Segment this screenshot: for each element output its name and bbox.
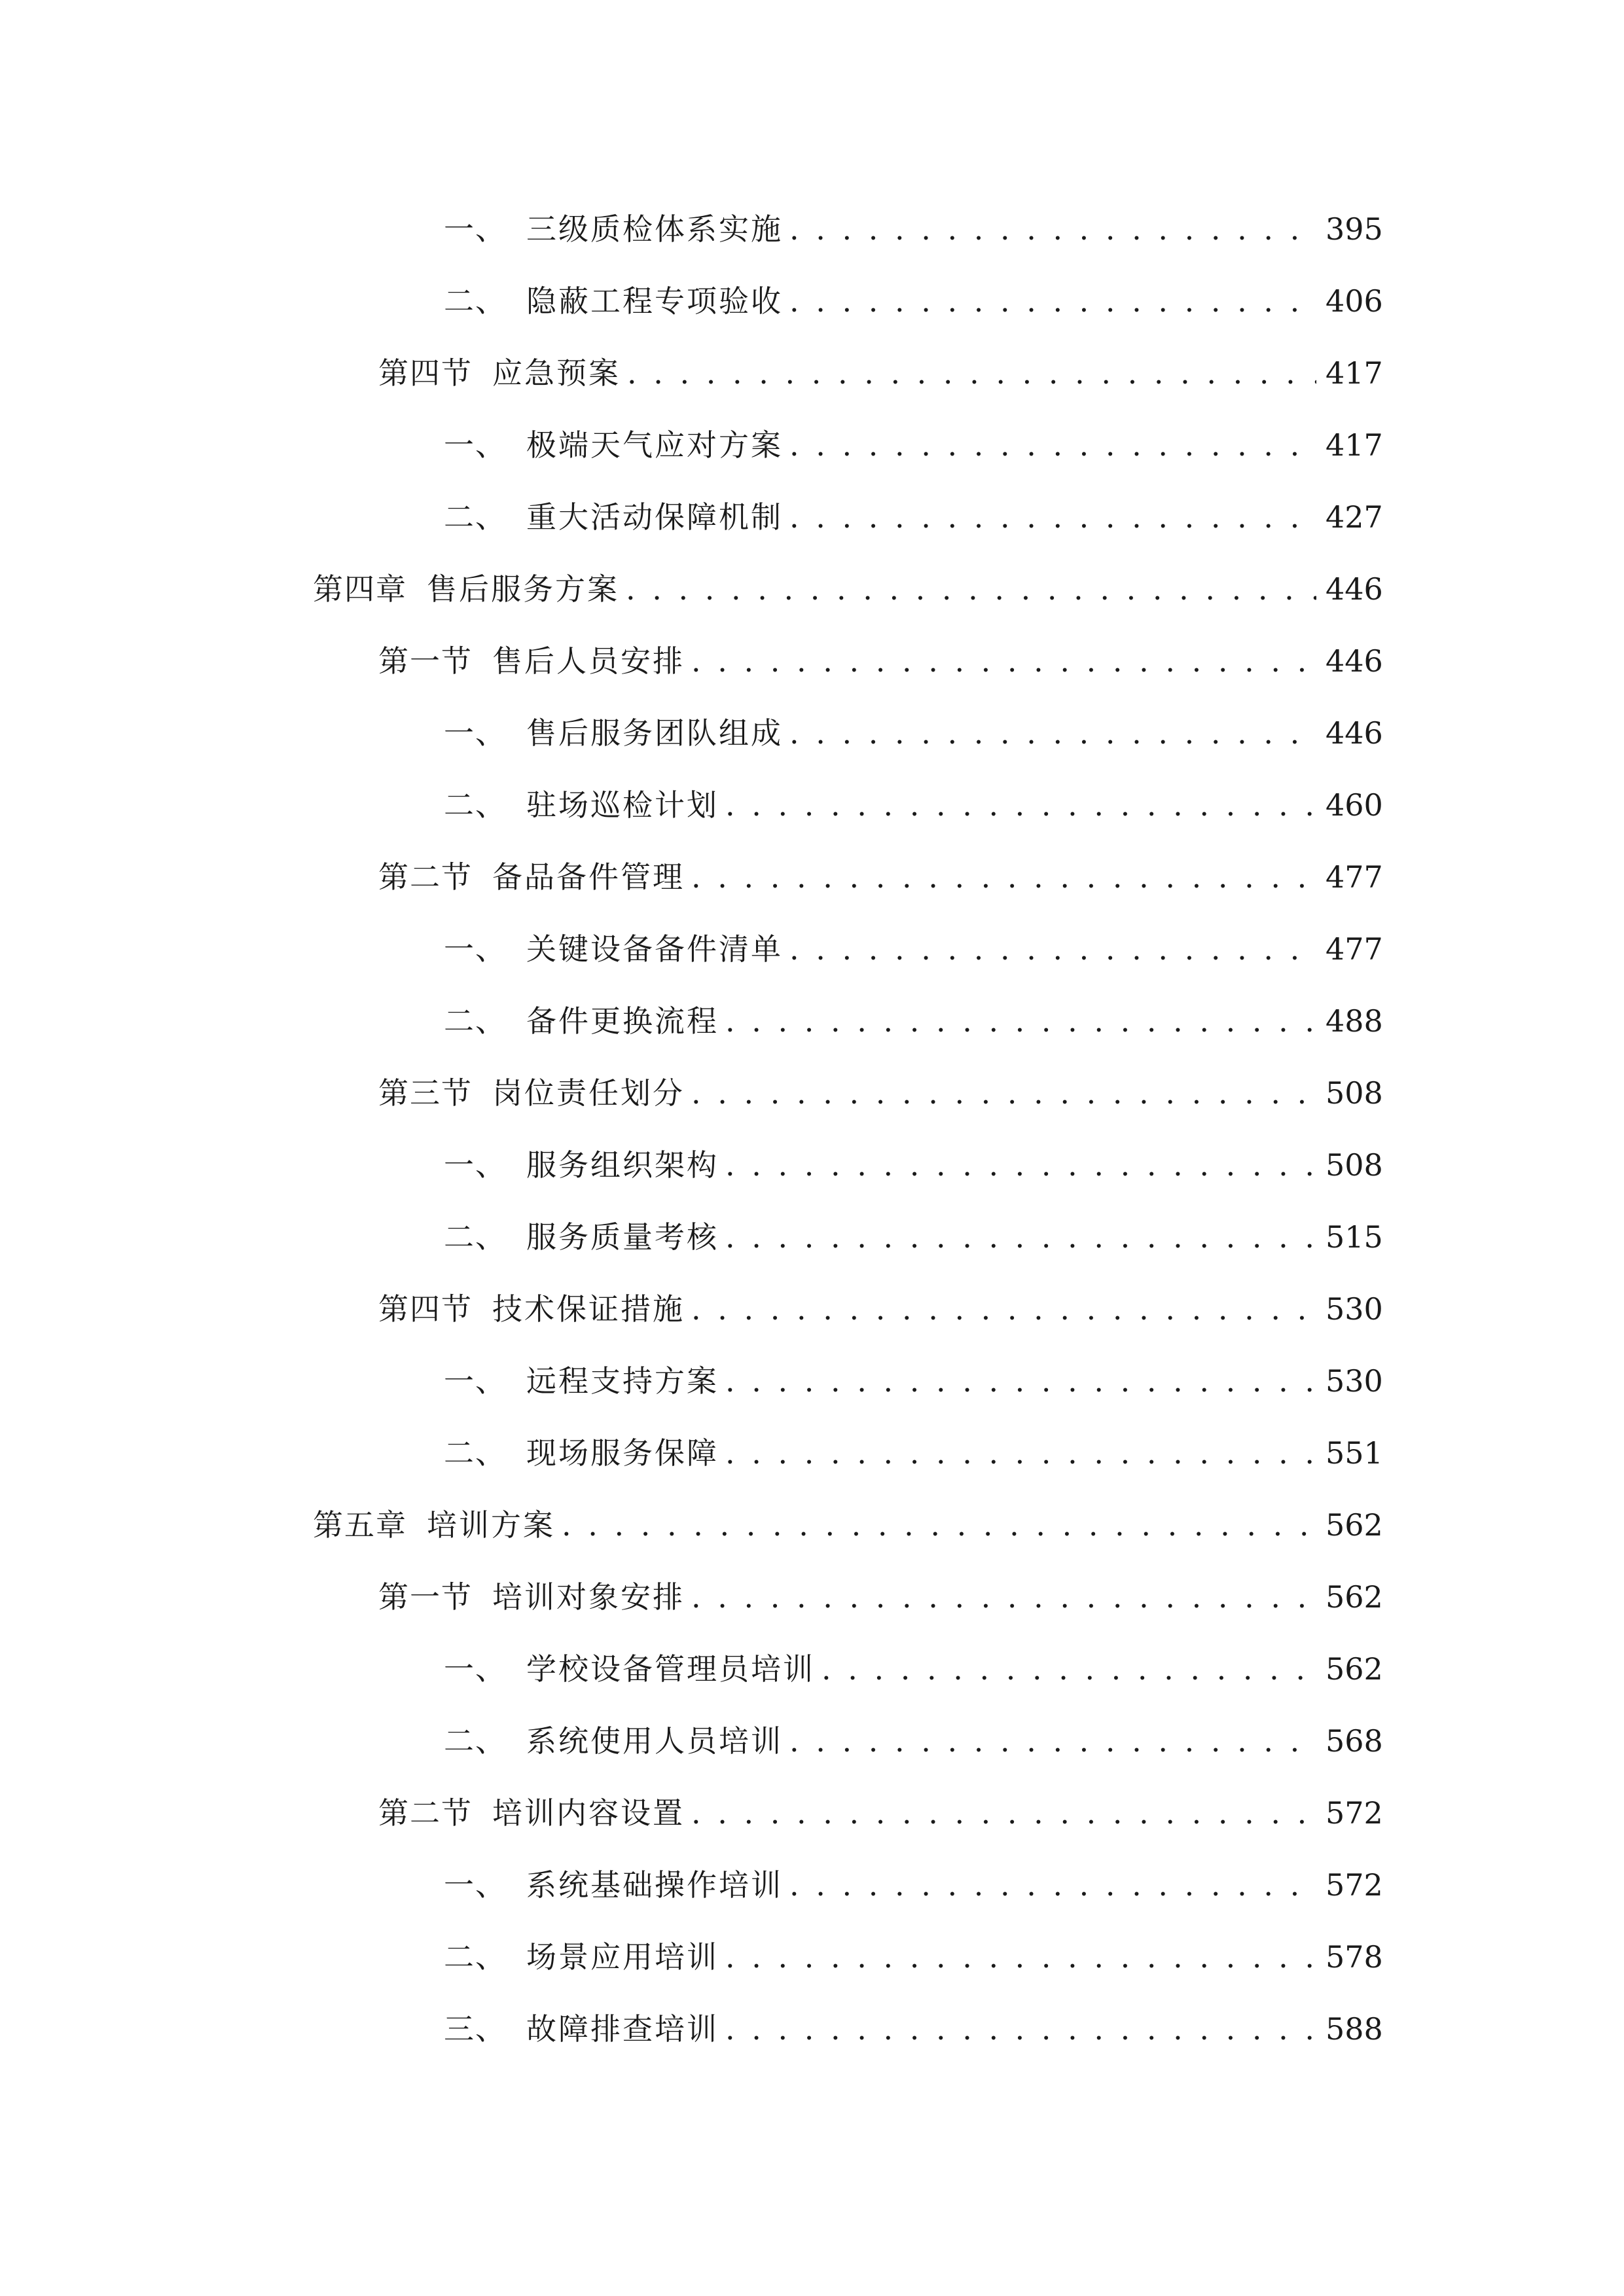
toc-title: 技术保证措施 <box>492 1291 685 1327</box>
toc-page-number: 488 <box>1326 1003 1383 1039</box>
dot-leader <box>789 491 1316 543</box>
toc-title: 售后人员安排 <box>492 643 685 679</box>
dot-leader <box>789 707 1316 759</box>
toc-entry[interactable] <box>378 1283 1383 1335</box>
toc-number: 一、 <box>444 931 507 967</box>
dot-leader <box>691 851 1316 903</box>
toc-number: 一、 <box>444 1147 507 1183</box>
toc-number: 一、 <box>444 211 507 247</box>
toc-title: 培训内容设置 <box>492 1795 685 1831</box>
toc-title: 场景应用培训 <box>526 1939 719 1975</box>
toc-number: 第五章 <box>313 1507 407 1543</box>
toc-title: 培训对象安排 <box>492 1579 685 1615</box>
toc-entry[interactable] <box>444 995 1383 1047</box>
dot-leader <box>789 923 1316 975</box>
dot-leader <box>626 563 1316 615</box>
toc-title: 关键设备备件清单 <box>526 931 783 967</box>
toc-entry[interactable] <box>444 1139 1383 1191</box>
toc-page-number: 588 <box>1326 2011 1383 2047</box>
toc-number: 第四节 <box>378 1291 473 1327</box>
toc-entry[interactable] <box>378 347 1383 399</box>
toc-title: 培训方案 <box>427 1507 555 1543</box>
toc-number: 一、 <box>444 427 507 463</box>
toc-page-number: 572 <box>1326 1867 1383 1903</box>
toc-title: 三级质检体系实施 <box>526 211 783 247</box>
toc-entry[interactable] <box>444 1643 1383 1695</box>
toc-page-number: 477 <box>1326 859 1383 895</box>
toc-page-number: 508 <box>1326 1075 1383 1111</box>
dot-leader <box>691 635 1316 687</box>
toc-page-number: 568 <box>1326 1723 1383 1759</box>
toc-title: 售后服务方案 <box>427 571 619 607</box>
toc-title: 售后服务团队组成 <box>526 715 783 751</box>
toc-entry[interactable] <box>378 635 1383 687</box>
toc-title: 备件更换流程 <box>526 1003 719 1039</box>
dot-leader <box>725 779 1316 831</box>
toc-page-number: 551 <box>1326 1435 1383 1471</box>
toc-page-number: 562 <box>1326 1507 1383 1543</box>
toc-entry[interactable] <box>444 1211 1383 1263</box>
toc-page-number: 508 <box>1326 1147 1383 1183</box>
dot-leader <box>725 2003 1316 2055</box>
dot-leader <box>691 1283 1316 1335</box>
toc-title: 岗位责任划分 <box>492 1075 685 1111</box>
toc-number: 二、 <box>444 499 507 535</box>
toc-title: 服务组织架构 <box>526 1147 719 1183</box>
toc-entry[interactable] <box>444 275 1383 327</box>
toc-entry[interactable] <box>444 1355 1383 1407</box>
toc-entry[interactable] <box>444 1427 1383 1479</box>
toc-number: 第四章 <box>313 571 407 607</box>
toc-page-number: 562 <box>1326 1579 1383 1615</box>
toc-page-number: 395 <box>1326 211 1383 247</box>
toc-entry[interactable] <box>444 1715 1383 1767</box>
toc-entry[interactable] <box>444 491 1383 543</box>
toc-entry[interactable] <box>378 1571 1383 1623</box>
toc-entry[interactable] <box>378 1067 1383 1119</box>
dot-leader <box>725 1139 1316 1191</box>
toc-title: 驻场巡检计划 <box>526 787 719 823</box>
toc-page-number: 578 <box>1326 1939 1383 1975</box>
toc-page-number: 446 <box>1326 571 1383 607</box>
dot-leader <box>725 1211 1316 1263</box>
toc-page-number: 515 <box>1326 1219 1383 1255</box>
toc-number: 三、 <box>444 2011 507 2047</box>
toc-title: 远程支持方案 <box>526 1363 719 1399</box>
toc-entry[interactable] <box>444 1859 1383 1911</box>
toc-number: 第三节 <box>378 1075 473 1111</box>
toc-number: 第二节 <box>378 1795 473 1831</box>
dot-leader <box>725 1355 1316 1407</box>
dot-leader <box>789 203 1316 255</box>
toc-title: 极端天气应对方案 <box>526 427 783 463</box>
dot-leader <box>725 995 1316 1047</box>
dot-leader <box>691 1787 1316 1839</box>
toc-number: 二、 <box>444 1939 507 1975</box>
toc-title: 备品备件管理 <box>492 859 685 895</box>
toc-title: 系统使用人员培训 <box>526 1723 783 1759</box>
dot-leader <box>789 1859 1316 1911</box>
toc-number: 第二节 <box>378 859 473 895</box>
toc-entry[interactable] <box>313 563 1383 615</box>
toc-page-number: 427 <box>1326 499 1383 535</box>
toc-number: 一、 <box>444 1651 507 1687</box>
toc-number: 第四节 <box>378 355 473 391</box>
toc-page-number: 406 <box>1326 283 1383 319</box>
dot-leader <box>725 1427 1316 1479</box>
toc-title: 应急预案 <box>492 355 621 391</box>
toc-number: 二、 <box>444 1219 507 1255</box>
toc-page-number: 477 <box>1326 931 1383 967</box>
dot-leader <box>691 1571 1316 1623</box>
toc-number: 一、 <box>444 1867 507 1903</box>
toc-entry[interactable] <box>313 1499 1383 1551</box>
toc-entry[interactable] <box>378 851 1383 903</box>
toc-number: 第一节 <box>378 1579 473 1615</box>
toc-title: 故障排查培训 <box>526 2011 719 2047</box>
toc-page-number: 417 <box>1326 427 1383 463</box>
toc-title: 服务质量考核 <box>526 1219 719 1255</box>
toc-number: 二、 <box>444 787 507 823</box>
toc-entry[interactable] <box>444 707 1383 759</box>
toc-page-number: 530 <box>1326 1363 1383 1399</box>
dot-leader <box>789 275 1316 327</box>
dot-leader <box>821 1643 1316 1695</box>
toc-title: 重大活动保障机制 <box>526 499 783 535</box>
toc-number: 二、 <box>444 1003 507 1039</box>
toc-entry[interactable] <box>444 1931 1383 1983</box>
dot-leader <box>725 1931 1316 1983</box>
toc-page-number: 460 <box>1326 787 1383 823</box>
toc-entry[interactable] <box>444 203 1383 255</box>
toc-page-number: 446 <box>1326 715 1383 751</box>
dot-leader <box>789 419 1316 471</box>
dot-leader <box>562 1499 1316 1551</box>
toc-page-number: 572 <box>1326 1795 1383 1831</box>
toc-number: 一、 <box>444 715 507 751</box>
toc-entry[interactable] <box>444 419 1383 471</box>
dot-leader <box>789 1715 1316 1767</box>
toc-page-number: 562 <box>1326 1651 1383 1687</box>
toc-title: 隐蔽工程专项验收 <box>526 283 783 319</box>
toc-entry[interactable] <box>444 2003 1383 2055</box>
dot-leader <box>627 347 1316 399</box>
toc-page-number: 417 <box>1326 355 1383 391</box>
toc-title: 现场服务保障 <box>526 1435 719 1471</box>
toc-title: 学校设备管理员培训 <box>526 1651 815 1687</box>
toc-number: 二、 <box>444 1435 507 1471</box>
toc-number: 二、 <box>444 283 507 319</box>
dot-leader <box>691 1067 1316 1119</box>
toc-entry[interactable] <box>444 779 1383 831</box>
toc-entry[interactable] <box>378 1787 1383 1839</box>
toc-number: 一、 <box>444 1363 507 1399</box>
toc-number: 第一节 <box>378 643 473 679</box>
toc-number: 二、 <box>444 1723 507 1759</box>
toc-title: 系统基础操作培训 <box>526 1867 783 1903</box>
toc-page-number: 446 <box>1326 643 1383 679</box>
toc-entry[interactable] <box>444 923 1383 975</box>
toc-page-number: 530 <box>1326 1291 1383 1327</box>
